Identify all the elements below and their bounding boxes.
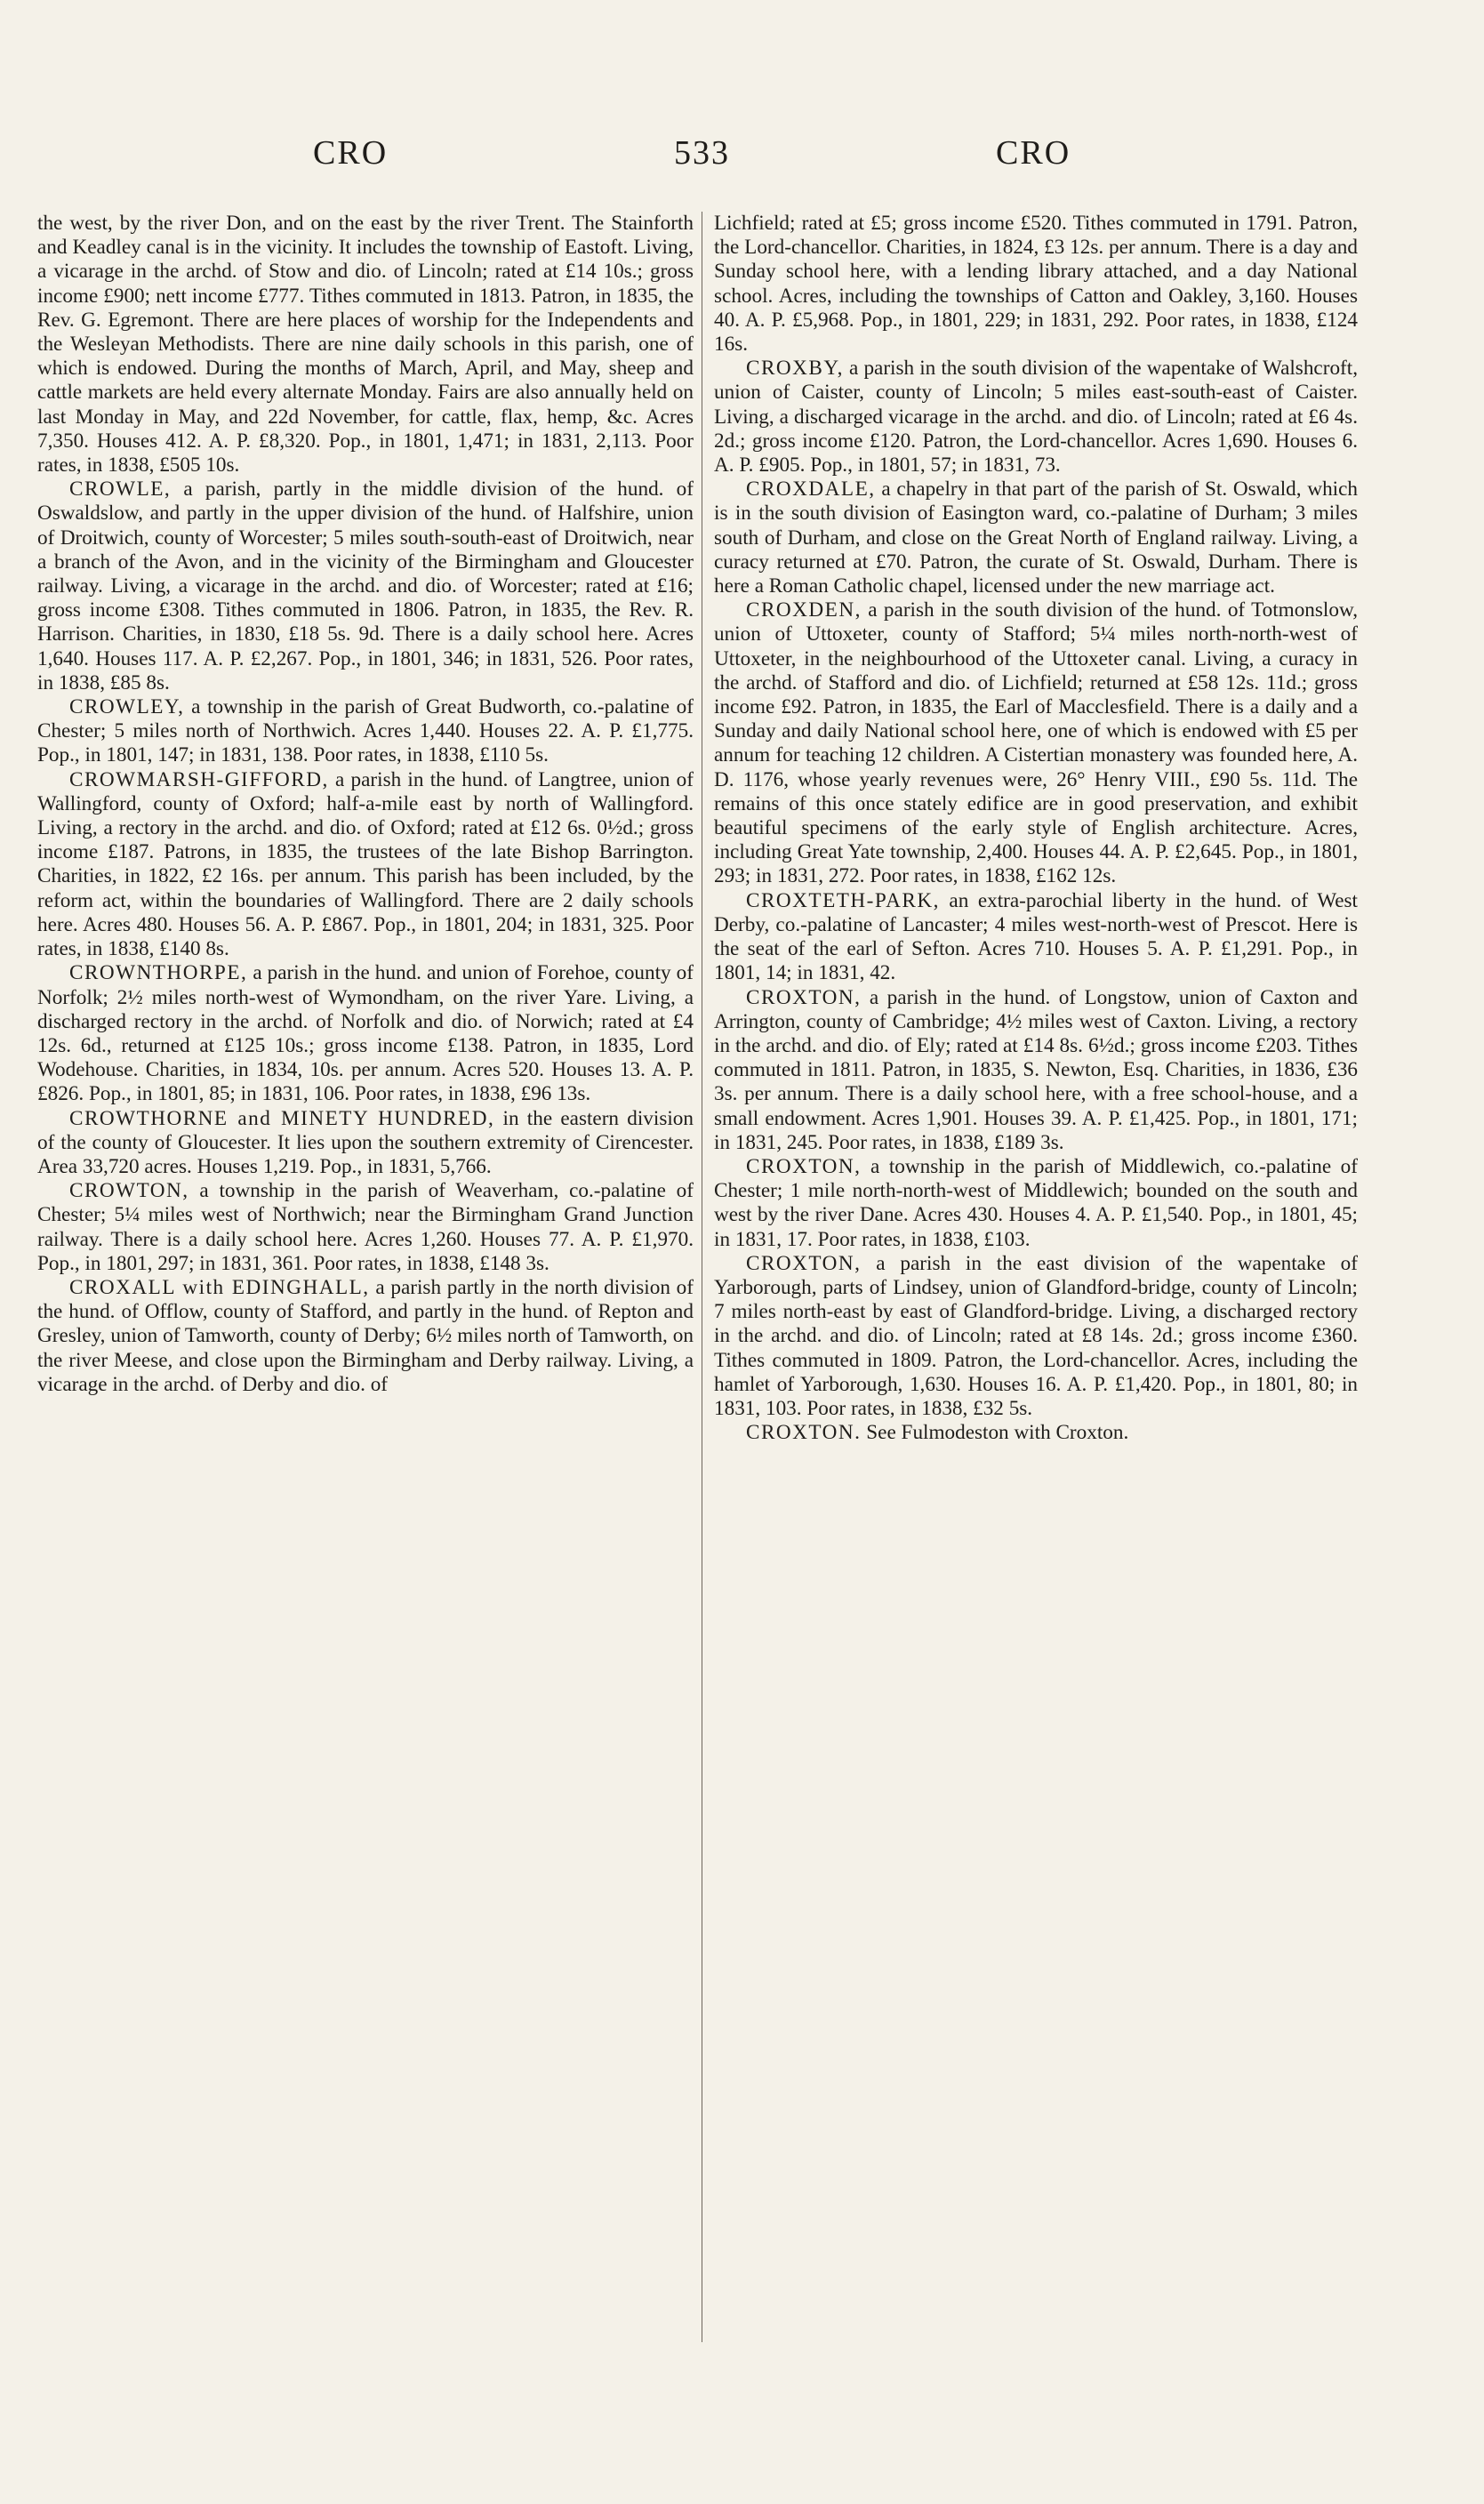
entry-text: a parish in the hund. of Longstow, union of Caxton and Arrington, county of Cambridge; 4½ miles west of Caxton. Living, a rectory in the archd. and dio. of Ely; rated at £14 8s. 6½d.; gross income £203. Tithes commuted in 1811. Patron, in 1835, S. Newton, Esq. Charities, in 1836, £36 3s. per annum. There is a daily school here, with a free school-house, and a small endowment. Acres 1,901. Houses 39. A. P. £1,425. Pop., in 1801, 171; in 1831, 245. Poor rates, in 1838, £189 3s. — [714, 985, 1358, 1154]
entry-headword: CROXTON, — [746, 985, 862, 1009]
entry-headword: CROXALL with EDINGHALL, — [69, 1275, 370, 1299]
gazetteer-entry — [37, 212, 694, 478]
entry-headword: CROXBY, — [746, 357, 844, 381]
entry-text: a parish, partly in the middle division of the hund. of Oswaldslow, and partly in the upper division of the hund. of Halfshire, union of Droitwich, county of Worcester; 5 miles south-south-east of Droitwich, near a branch of the Avon, and in the vicinity of the Birmingham and Gloucester railway. Living, a vicarage in the archd. and dio. of Worcester; rated at £16; gross income £308. Tithes commuted in 1806. Patron, in 1835, the Rev. R. Harrison. Charities, in 1830, £18 5s. 9d. There is a daily school here. Acres 1,640. Houses 117. A. P. £2,267. Pop., in 1801, 346; in 1831, 526. Poor rates, in 1838, £85 8s. — [37, 478, 694, 694]
entry-headword: CROWNTHORPE, — [69, 961, 248, 985]
entry-headword: CROXTON, — [746, 1251, 862, 1275]
gazetteer-entry — [714, 357, 1358, 478]
entry-text: the west, by the river Don, and on the east by the river Trent. The Stainforth and Keadley canal is in the vicinity. It includes the township of Eastoft. Living, a vicarage in the archd. of Stow and dio. of Lincoln; rated at £14 10s.; gross income £900; nett income £777. Tithes commuted in 1813. Patron, in 1835, the Rev. G. Egremont. There are here places of worship for the Independents and the Wesleyan Methodists. There are nine daily schools in this parish, one of which is endowed. During the months of March, April, and May, sheep and cattle markets are held every alternate Monday. Fairs are also annually held on last Monday in May, and 22d November, for cattle, flax, hemp, &c. Acres 7,350. Houses 412. A. P. £8,320. Pop., in 1801, 1,471; in 1831, 2,113. Poor rates, in 1838, £505 10s. — [37, 212, 694, 478]
gazetteer-entry — [37, 1276, 694, 1397]
entry-text: a parish in the south division of the wapentake of Walshcroft, union of Caister, county of Lincoln; 5 miles east-south-east of Caister. Living, a discharged vicarage in the archd. and dio. of Lincoln; rated at £6 4s. 2d.; gross income £120. Patron, the Lord-chancellor. Acres 1,690. Houses 6. A. P. £905. Pop., in 1801, 57; in 1831, 73. — [714, 357, 1358, 478]
gazetteer-entry — [37, 1107, 694, 1180]
entry-text: a parish in the hund. of Langtree, union of Wallingford, county of Oxford; half-a-mile east by north of Wallingford. Living, a rectory in the archd. and dio. of Oxford; rated at £12 6s. 0½d.; gross income £187. Patrons, in 1835, the trustees of the late Bishop Barrington. Charities, in 1822, £2 16s. per annum. This parish has been included, by the reform act, within the boundaries of Wallingford. There are 2 daily schools here. Acres 480. Houses 56. A. P. £867. Pop., in 1801, 204; in 1831, 325. Poor rates, in 1838, £140 8s. — [37, 767, 694, 961]
gazetteer-entry — [714, 212, 1358, 357]
gazetteer-entry — [714, 1421, 1358, 1445]
entry-headword: CROXTON. — [746, 1421, 862, 1445]
entry-text: in the eastern division of the county of Gloucester. It lies upon the southern extremity of Cirencester. Area 33,720 acres. Houses 1,219. Pop., in 1831, 5,766. — [37, 1106, 694, 1178]
entry-text: a parish partly in the north division of the hund. of Offlow, county of Stafford, and partly in the hund. of Repton and Gresley, union of Tamworth, county of Derby; 6½ miles north of Tamworth, on the river Meese, and close upon the Birmingham and Derby railway. Living, a vicarage in the archd. of Derby and dio. of — [37, 1275, 694, 1396]
entry-headword: CROWTHORNE and MINETY HUNDRED, — [69, 1106, 495, 1130]
entry-headword: CROWTON, — [69, 1179, 189, 1203]
gazetteer-entry — [37, 1179, 694, 1276]
entry-text: a township in the parish of Weaverham, co.-palatine of Chester; 5¼ miles west of Northwich; near the Birmingham Grand Junction railway. There is a daily school here. Acres 1,260. Houses 77. A. P. £1,970. Pop., in 1801, 297; in 1831, 361. Poor rates, in 1838, £148 3s. — [37, 1179, 694, 1275]
right-column — [714, 212, 1358, 1445]
entry-text: a parish in the south division of the hund. of Totmonslow, union of Uttoxeter, county of Stafford; 5¼ miles north-north-west of Uttoxeter, in the neighbourhood of the Uttoxeter canal. Living, a curacy in the archd. of Stafford and dio. of Lichfield; returned at £58 12s. 11d.; gross income £92. Patron, in 1835, the Earl of Macclesfield. There is a daily and a Sunday and daily National school here, one of which is endowed with £5 per annum for teaching 12 children. A Cistertian monastery was founded here, A. D. 1176, whose yearly revenues were, 26° Henry VIII., £90 5s. 11d. The remains of this once stately edifice are in good preservation, and exhibit beautiful specimens of the early style of English architecture. Acres, including Great Yate township, 2,400. Houses 44. A. P. £2,645. Pop., in 1801, 293; in 1831, 272. Poor rates, in 1838, £162 12s. — [714, 598, 1358, 888]
entry-headword: CROXDEN, — [746, 598, 862, 622]
entry-headword: CROXTON, — [746, 1154, 862, 1178]
gazetteer-entry — [714, 1155, 1358, 1252]
entry-headword: CROXDALE, — [746, 478, 876, 502]
right-running-head: CRO — [996, 134, 1071, 172]
gazetteer-entry — [37, 768, 694, 962]
page-number: 533 — [674, 134, 730, 172]
gazetteer-entry — [37, 961, 694, 1106]
entry-text: a chapelry in that part of the parish of St. Oswald, which is in the south division of Easington ward, co.-palatine of Durham; 3 miles south of Durham, and close on the Great North of England railway. Living, a curacy returned at £70. Patron, the curate of St. Oswald, Durham. There is here a Roman Catholic chapel, licensed under the new marriage act. — [714, 478, 1358, 598]
gazetteer-entry — [37, 695, 694, 768]
left-column — [37, 212, 694, 1397]
entry-text: a parish in the east division of the wapentake of Yarborough, parts of Lindsey, union of Glandford-bridge, county of Lincoln; 7 miles north-east by east of Glandford-bridge. Living, a discharged rectory in the archd. and dio. of Lincoln; rated at £8 14s. 2d.; gross income £360. Tithes commuted in 1809. Patron, the Lord-chancellor. Acres, including the hamlet of Yarborough, 1,630. Houses 16. A. P. £1,420. Pop., in 1801, 80; in 1831, 103. Poor rates, in 1838, £32 5s. — [714, 1251, 1358, 1420]
entry-headword: CROWLE, — [69, 478, 172, 502]
gazetteer-entry — [714, 478, 1358, 598]
entry-headword: CROWMARSH-GIFFORD, — [69, 767, 329, 791]
entry-text: a township in the parish of Middlewich, co.-palatine of Chester; 1 mile north-north-west of Middlewich; bounded on the south and west by the river Dane. Acres 430. Houses 4. A. P. £1,540. Pop., in 1801, 45; in 1831, 17. Poor rates, in 1838, £103. — [714, 1154, 1358, 1251]
entry-text: an extra-parochial liberty in the hund. of West Derby, co.-palatine of Lancaster; 4 miles west-north-west of Prescot. Here is the seat of the earl of Sefton. Acres 710. Houses 5. A. P. £1,291. Pop., in 1801, 14; in 1831, 42. — [714, 888, 1358, 985]
entry-text: See Fulmodeston with Croxton. — [861, 1421, 1129, 1445]
entry-text: Lichfield; rated at £5; gross income £520. Tithes commuted in 1791. Patron, the Lord-chancellor. Charities, in 1824, £3 12s. per annum. There is a day and Sunday school here, with a lending library attached, and a day National school. Acres, including the townships of Catton and Oakley, 3,160. Houses 40. A. P. £5,968. Pop., in 1801, 229; in 1831, 292. Poor rates, in 1838, £124 16s. — [714, 212, 1358, 357]
entry-headword: CROXTETH-PARK, — [746, 888, 940, 912]
gazetteer-entry — [714, 986, 1358, 1155]
gazetteer-entry — [714, 1252, 1358, 1421]
gazetteer-entry — [714, 889, 1358, 986]
gazetteer-entry — [714, 598, 1358, 888]
entry-text: a parish in the hund. and union of Forehoe, county of Norfolk; 2½ miles north-west of Wymondham, on the river Yare. Living, a discharged rectory in the archd. of Norfolk and dio. of Norwich; rated at £4 12s. 6d., returned at £125 10s.; gross income £138. Patron, in 1835, Lord Wodehouse. Charities, in 1834, 10s. per annum. Acres 520. Houses 13. A. P. £826. Pop., in 1801, 85; in 1831, 106. Poor rates, in 1838, £96 13s. — [37, 961, 694, 1106]
running-header — [0, 133, 1484, 187]
entry-headword: CROWLEY, — [69, 695, 185, 719]
gazetteer-entry — [37, 478, 694, 695]
entry-text: a township in the parish of Great Budworth, co.-palatine of Chester; 5 miles north of Northwich. Acres 1,440. Houses 22. A. P. £1,775. Pop., in 1801, 147; in 1831, 138. Poor rates, in 1838, £110 5s. — [37, 695, 694, 767]
left-running-head: CRO — [313, 134, 389, 172]
